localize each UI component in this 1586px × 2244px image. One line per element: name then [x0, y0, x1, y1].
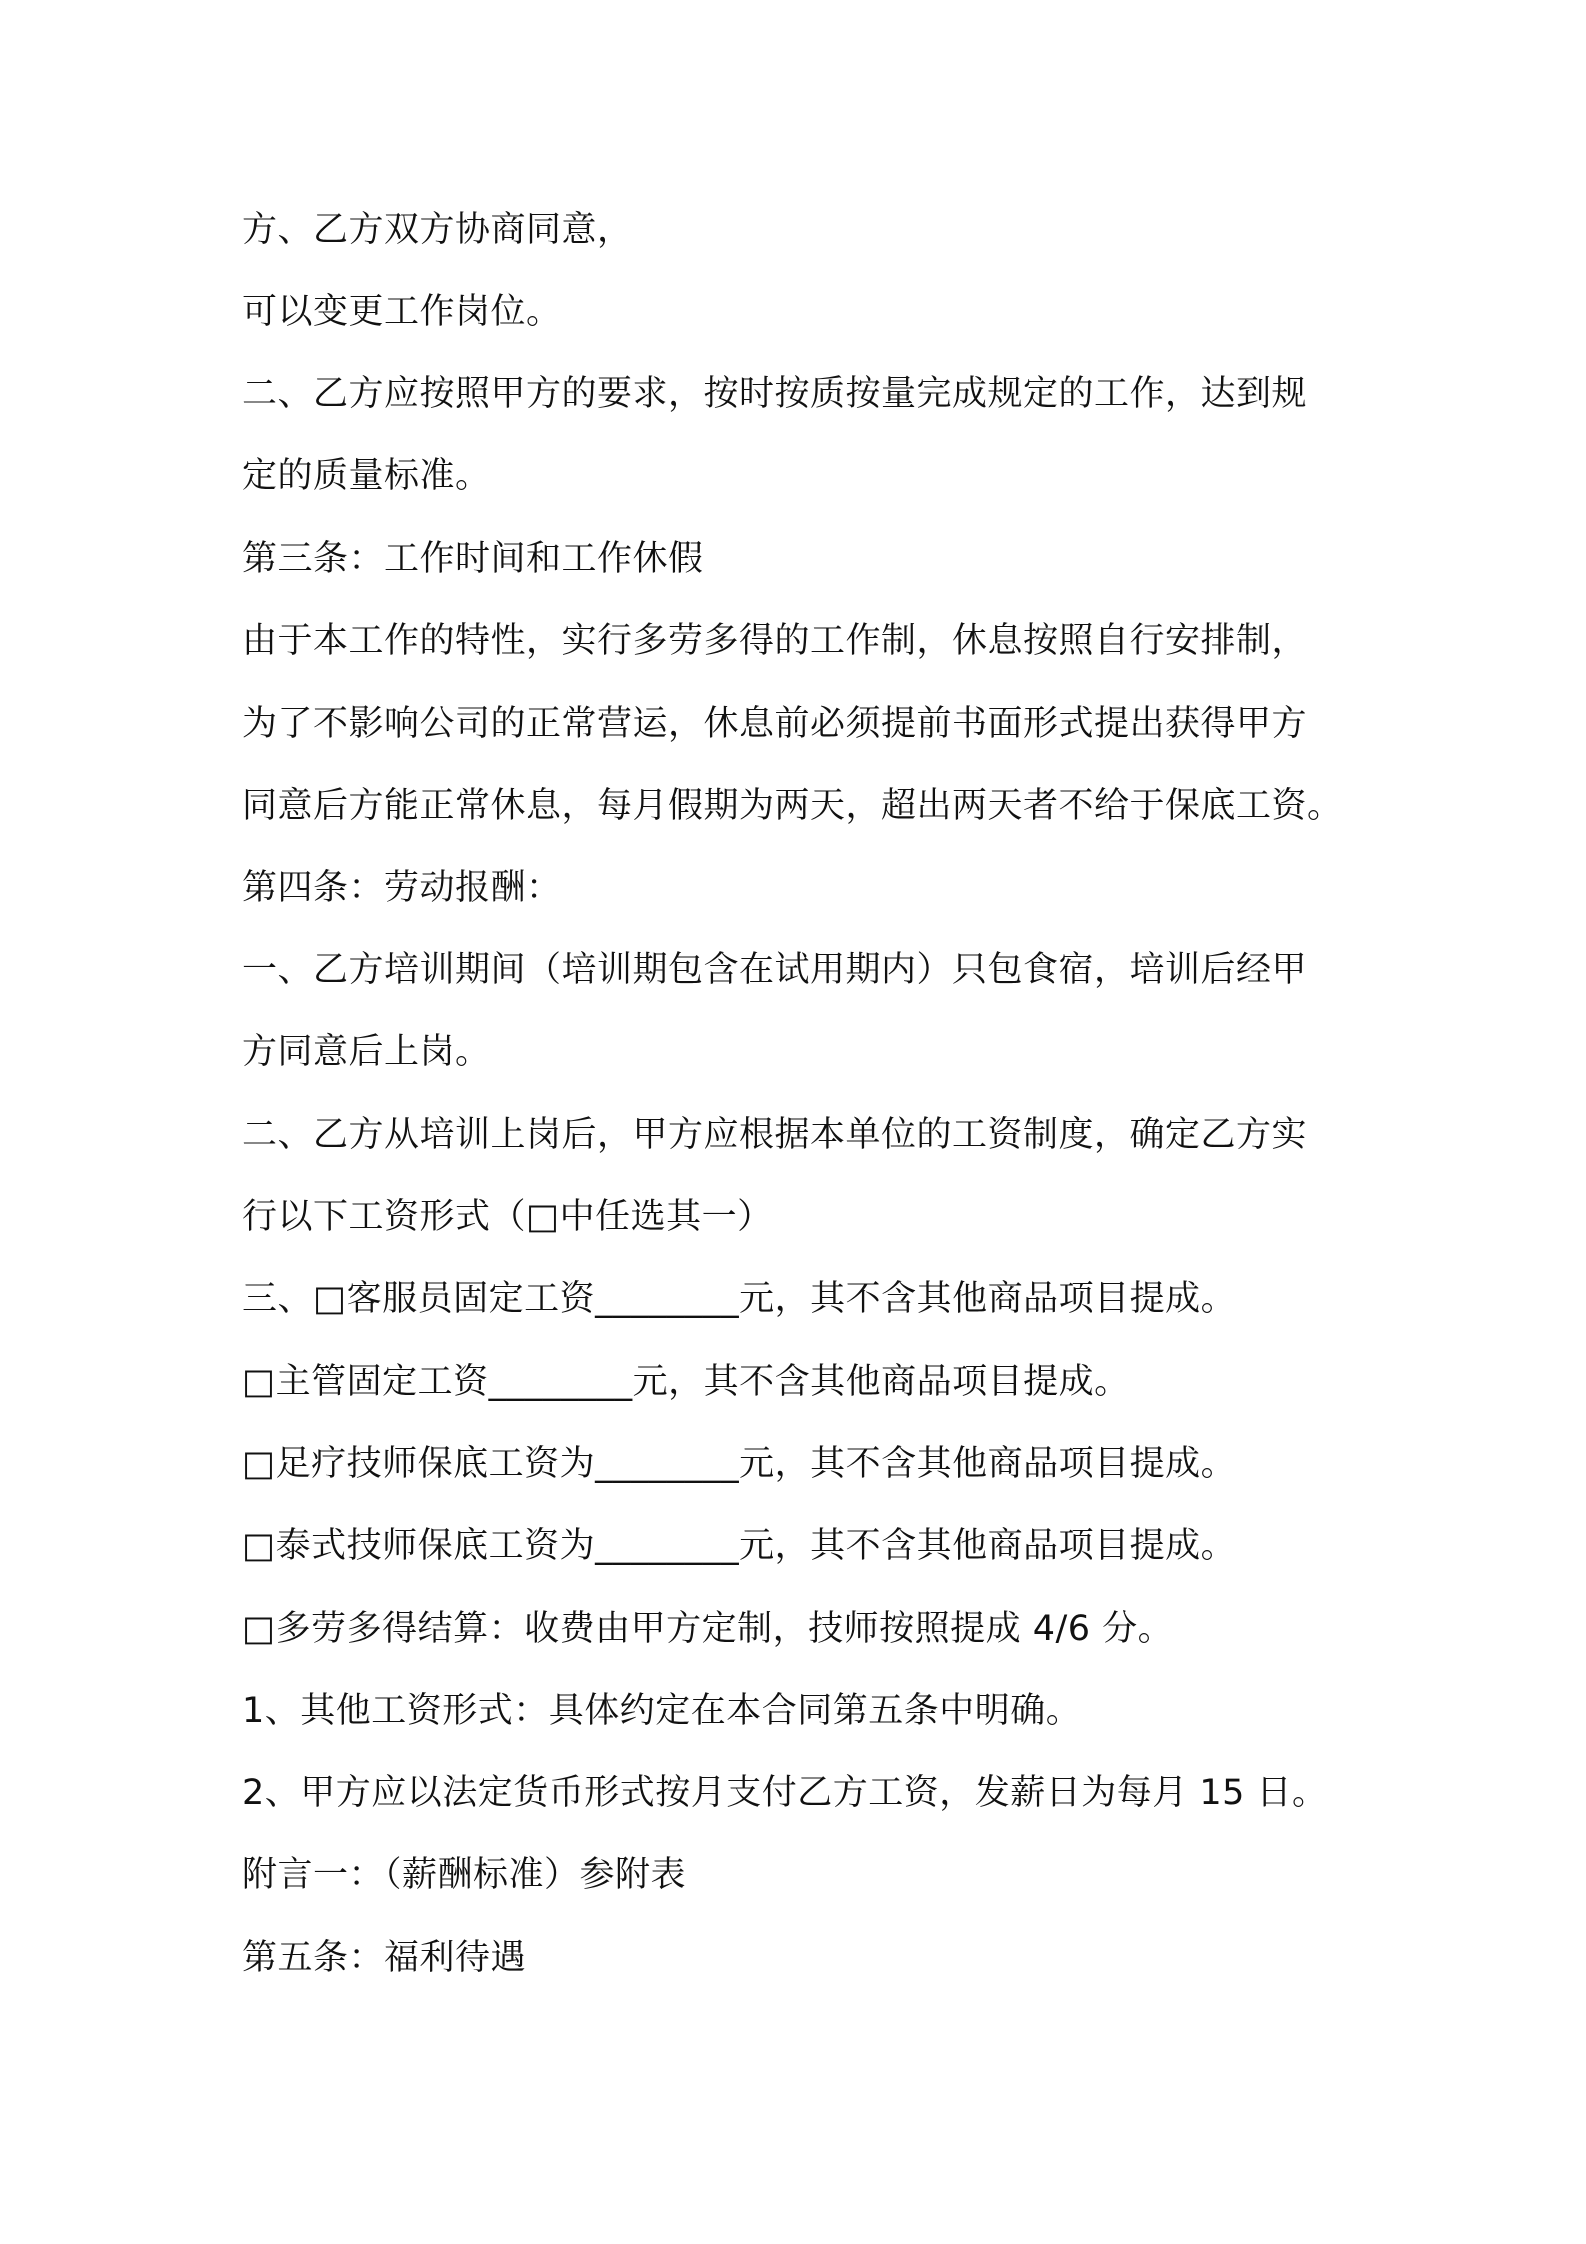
text-line-10: 一、乙方培训期间（培训期包含在试用期内）只包食宿，培训后经甲	[242, 950, 1308, 990]
text-line-11: 方同意后上岗。	[242, 1032, 491, 1072]
text-line-1: 方、乙方双方协商同意，	[242, 210, 633, 250]
text-line-20: 2、甲方应以法定货币形式按月支付乙方工资，发薪日为每月 15 日。	[242, 1773, 1328, 1813]
appendix-note: 附言一：（薪酬标准）参附表	[242, 1855, 687, 1895]
salary-option-customer-service: 三、□客服员固定工资________元，其不含其他商品项目提成。	[242, 1279, 1237, 1319]
section-heading-article-4: 第四条：劳动报酬：	[242, 868, 562, 908]
text-line-3: 二、乙方应按照甲方的要求，按时按质按量完成规定的工作，达到规	[242, 374, 1308, 414]
salary-option-supervisor: □主管固定工资________元，其不含其他商品项目提成。	[242, 1362, 1130, 1402]
text-line-8: 同意后方能正常休息，每月假期为两天，超出两天者不给于保底工资。	[242, 786, 1343, 826]
text-line-2: 可以变更工作岗位。	[242, 292, 562, 332]
salary-option-foot-therapist: □足疗技师保底工资为________元，其不含其他商品项目提成。	[242, 1444, 1237, 1484]
text-line-4: 定的质量标准。	[242, 456, 491, 496]
text-line-19: 1、其他工资形式：具体约定在本合同第五条中明确。	[242, 1691, 1082, 1731]
text-line-6: 由于本工作的特性，实行多劳多得的工作制，休息按照自行安排制，	[242, 621, 1308, 661]
text-line-13: 行以下工资形式（□中任选其一）	[242, 1197, 773, 1237]
section-heading-article-3: 第三条：工作时间和工作休假	[242, 539, 704, 579]
salary-option-thai-therapist: □泰式技师保底工资为________元，其不含其他商品项目提成。	[242, 1526, 1237, 1566]
text-line-7: 为了不影响公司的正常营运，休息前必须提前书面形式提出获得甲方	[242, 704, 1308, 744]
text-line-12: 二、乙方从培训上岗后，甲方应根据本单位的工资制度，确定乙方实	[242, 1115, 1308, 1155]
salary-option-commission: □多劳多得结算：收费由甲方定制，技师按照提成 4/6 分。	[242, 1609, 1174, 1649]
section-heading-article-5: 第五条：福利待遇	[242, 1938, 527, 1978]
